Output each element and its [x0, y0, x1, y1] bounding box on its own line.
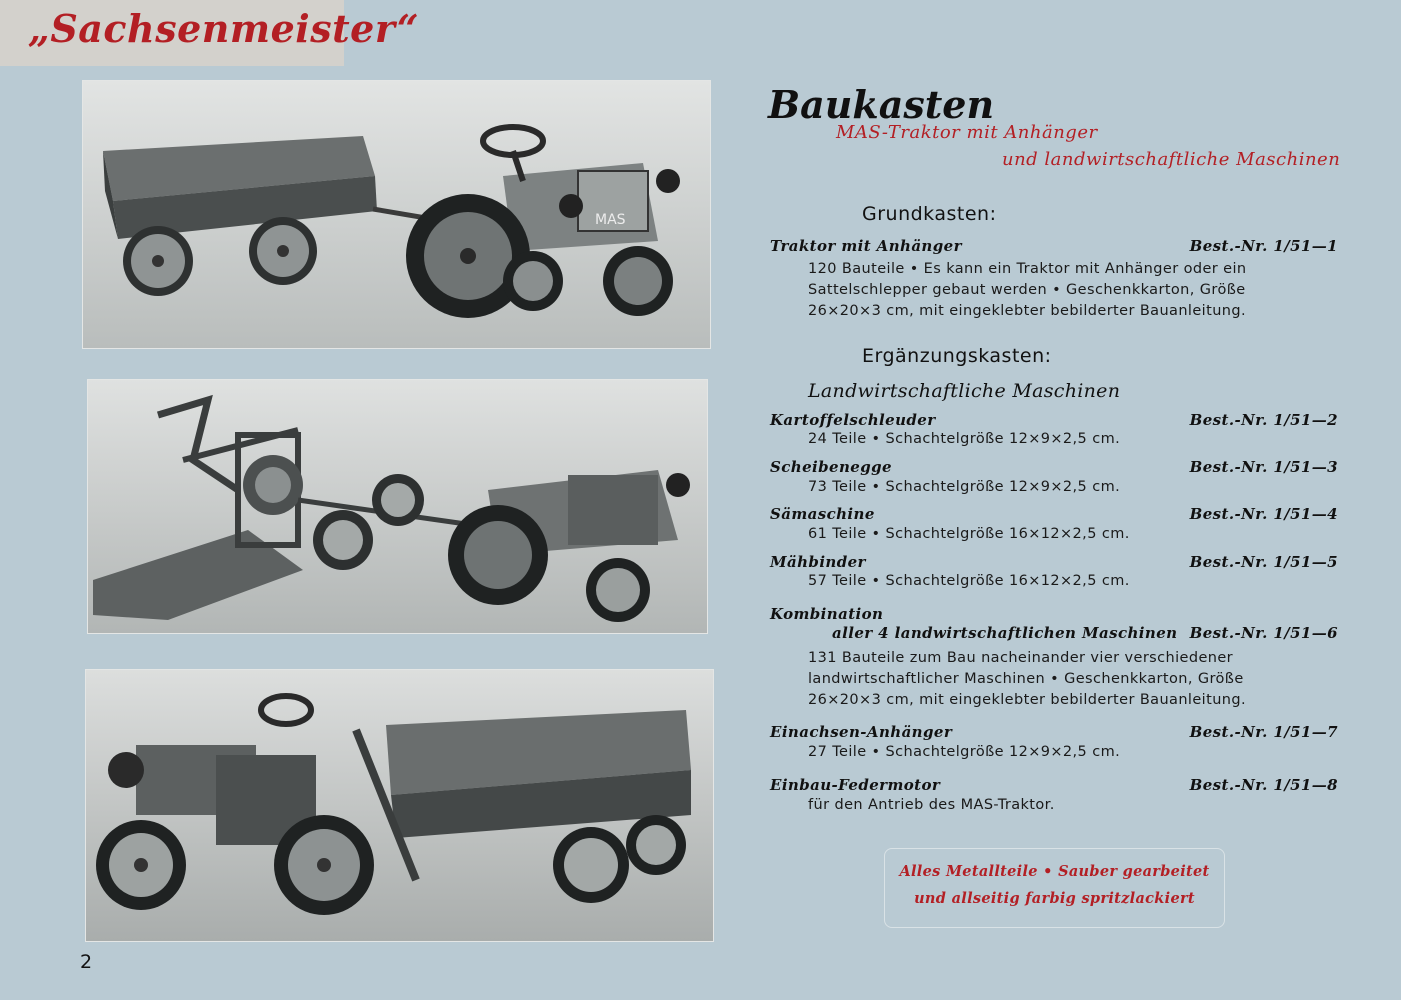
item-name-traktor: Traktor mit Anhänger — [770, 237, 962, 255]
item-name: Mähbinder — [770, 553, 866, 571]
photo-tractor-with-trailer — [82, 80, 711, 349]
item-description: für den Antrieb des MAS-Traktor. — [808, 797, 1055, 813]
section-title-ergaenzungskasten: Ergänzungskasten: — [862, 345, 1052, 367]
notice-line-2: und allseitig farbig spritzlackiert — [914, 890, 1195, 907]
item-name-kombination: Kombination — [770, 605, 884, 623]
item-name-kombination-line2: aller 4 landwirtschaftlichen Maschinen — [832, 624, 1178, 642]
subtitle-line-1: MAS-Traktor mit Anhänger — [836, 122, 1098, 143]
brand-title: „Sachsenmeister“ — [28, 6, 420, 51]
photo-tractor-with-machine — [87, 379, 708, 634]
page-heading: Baukasten — [768, 82, 995, 127]
item-number: Best.-Nr. 1/51—7 — [1189, 723, 1338, 741]
item-description: 73 Teile • Schachtelgröße 12×9×2,5 cm. — [808, 479, 1121, 495]
item-description-traktor: 120 Bauteile • Es kann ein Traktor mit Anhänger oder ein Sattelschlepper gebaut werden • Geschenkkarton, Größe 26×20×3 cm, mit eingeklebter bebilderter Bauanleitung. — [808, 261, 1247, 319]
mas-label-photo1: MAS — [595, 212, 626, 228]
item-number: Best.-Nr. 1/51—3 — [1189, 458, 1338, 476]
item-number-traktor: Best.-Nr. 1/51—1 — [1189, 237, 1338, 255]
item-number: Best.-Nr. 1/51—8 — [1189, 776, 1338, 794]
category-title: Landwirtschaftliche Maschinen — [808, 380, 1121, 402]
item-number: Best.-Nr. 1/51—4 — [1189, 505, 1338, 523]
brand-box — [0, 0, 420, 66]
item-number: Best.-Nr. 1/51—2 — [1189, 411, 1338, 429]
section-title-grundkasten: Grundkasten: — [862, 203, 997, 225]
item-description: 27 Teile • Schachtelgröße 12×9×2,5 cm. — [808, 744, 1121, 760]
page-number: 2 — [80, 951, 93, 973]
subtitle-line-2: und landwirtschaftliche Maschinen — [1002, 149, 1341, 170]
photo-tractor-trailer-side — [85, 669, 714, 942]
item-description-kombination: 131 Bauteile zum Bau nacheinander vier verschiedener landwirtschaftlicher Maschinen • Geschenkkarton, Größe 26×20×3 cm, mit eingeklebter bebilderter Bauanleitung. — [808, 650, 1246, 708]
item-description: 24 Teile • Schachtelgröße 12×9×2,5 cm. — [808, 431, 1121, 447]
notice-line-1: Alles Metallteile • Sauber gearbeitet — [899, 863, 1210, 880]
item-name: Einbau-Federmotor — [770, 776, 941, 794]
item-description: 57 Teile • Schachtelgröße 16×12×2,5 cm. — [808, 573, 1130, 589]
item-name: Kartoffelschleuder — [770, 411, 936, 429]
item-name: Einachsen-Anhänger — [770, 723, 953, 741]
item-description: 61 Teile • Schachtelgröße 16×12×2,5 cm. — [808, 526, 1130, 542]
item-number-kombination: Best.-Nr. 1/51—6 — [1189, 624, 1338, 642]
item-number: Best.-Nr. 1/51—5 — [1189, 553, 1338, 571]
item-name: Scheibenegge — [770, 458, 892, 476]
item-name: Sämaschine — [770, 505, 875, 523]
notice-box — [884, 848, 1225, 928]
